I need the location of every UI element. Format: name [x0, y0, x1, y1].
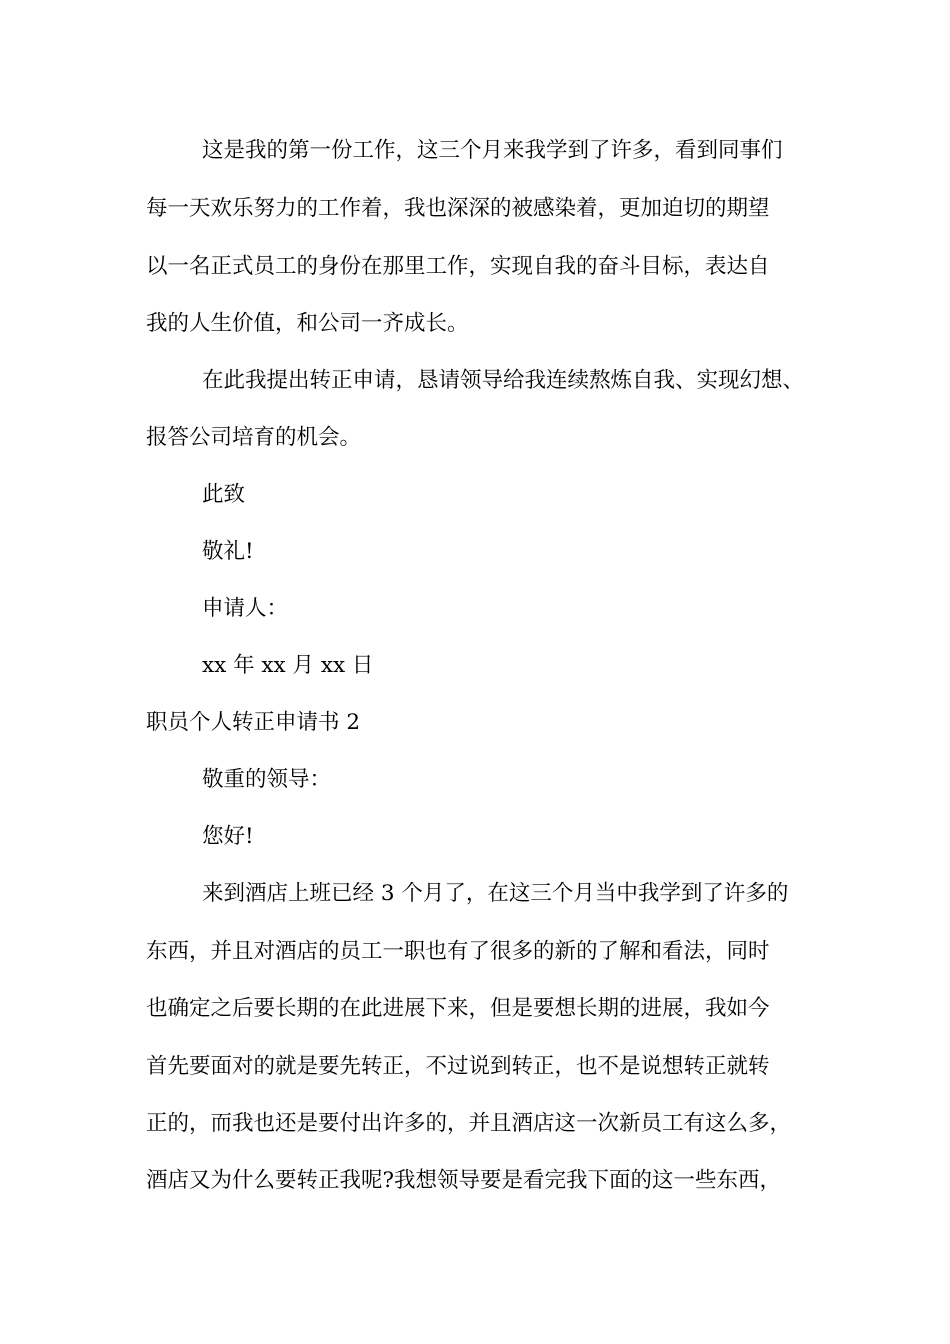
paragraph-1-line-3: 以一名正式员工的身份在那里工作，实现自我的奋斗目标，表达自: [146, 254, 770, 279]
greeting-text: 敬重的领导：: [202, 767, 332, 792]
paragraph-1-line-1: 这是我的第一份工作，这三个月来我学到了许多，看到同事们: [202, 138, 783, 163]
hello-text: 您好!: [202, 824, 254, 849]
paragraph-1-line-2: 每一天欢乐努力的工作着，我也深深的被感染着，更加迫切的期望: [146, 196, 770, 221]
applicant-label: 申请人：: [202, 596, 289, 621]
paragraph-2-line-1: 在此我提出转正申请，恳请领导给我连续熬炼自我、实现幻想、: [202, 368, 805, 393]
paragraph-3-line-6: 酒店又为什么要转正我呢?我想领导要是看完我下面的这一些东西，: [146, 1168, 782, 1193]
paragraph-3-line-5: 正的，而我也还是要付出许多的，并且酒店这一次新员工有这么多，: [146, 1111, 792, 1136]
salute-text: 敬礼!: [202, 539, 254, 564]
paragraph-3-line-4: 首先要面对的就是要先转正，不过说到转正，也不是说想转正就转: [146, 1054, 770, 1079]
closing-text: 此致: [202, 482, 246, 507]
date-text: xx 年 xx 月 xx 日: [202, 653, 374, 678]
paragraph-3-line-2: 东西，并且对酒店的员工一职也有了很多的新的了解和看法，同时: [146, 939, 770, 964]
paragraph-3-line-1: 来到酒店上班已经 3 个月了，在这三个月当中我学到了许多的: [202, 881, 789, 906]
paragraph-2-line-2: 报答公司培育的机会。: [146, 425, 362, 450]
paragraph-3-line-3: 也确定之后要长期的在此进展下来，但是要想长期的进展，我如今: [146, 996, 770, 1021]
section-heading: 职员个人转正申请书 2: [146, 710, 361, 735]
paragraph-1-line-4: 我的人生价值，和公司一齐成长。: [146, 311, 469, 336]
